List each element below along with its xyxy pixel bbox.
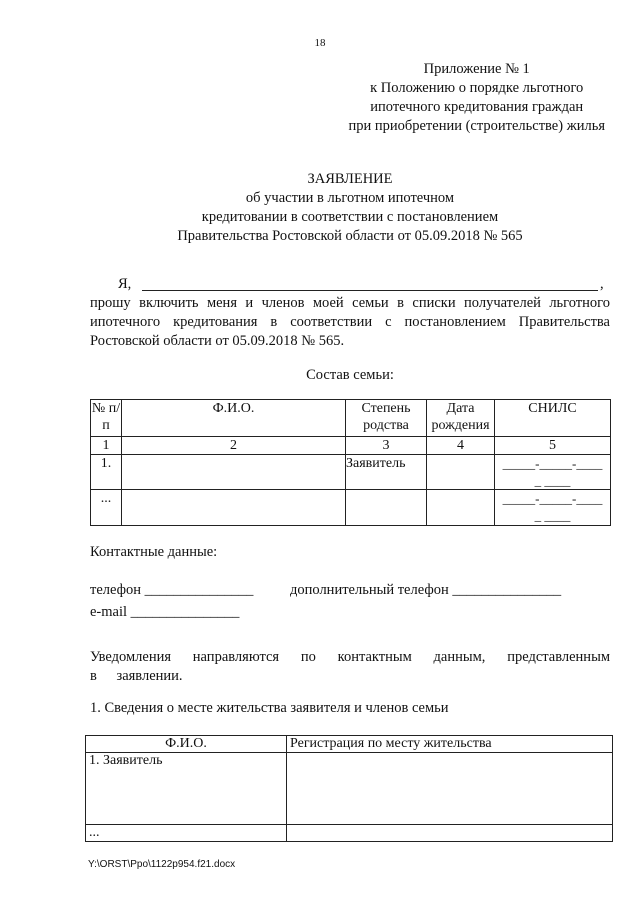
appendix-line-4: при приобретении (строительстве) жилья — [348, 118, 605, 134]
appendix-line-2: к Положению о порядке льготного — [370, 80, 584, 96]
heading-line-2: об участии в льготном ипотечном — [245, 190, 455, 206]
residence-heading: 1. Сведения о месте жительства заявителя и членов семьи — [90, 700, 449, 716]
header-birth: Дата рождения — [427, 400, 495, 437]
fio-cell[interactable] — [122, 490, 346, 526]
intro-text: прошу включить меня и членов моей семьи в списки получателей льготного ипотечного кредитования в соответствии с постановлением Правительства Ростовской области от 05.09.2018 № 565. — [90, 295, 610, 349]
row-num: ... — [91, 490, 122, 526]
phone-label: телефон — [90, 582, 142, 598]
residence-header-row — [86, 736, 613, 753]
residence-fio-cell: 1. Заявитель — [86, 753, 287, 825]
appendix-block — [348, 60, 605, 136]
intro-paragraph — [90, 275, 610, 351]
page-number: 18 — [314, 37, 326, 49]
email-field[interactable]: _______________ — [130, 604, 240, 620]
family-header-row — [91, 400, 611, 437]
family-table — [90, 399, 611, 526]
header-relation: Степень родства — [346, 400, 427, 437]
registration-cell[interactable] — [287, 753, 613, 825]
appendix-line-1: Приложение № 1 — [423, 61, 530, 77]
appendix-line-3: ипотечного кредитования граждан — [370, 99, 584, 115]
intro-suffix: , — [600, 276, 604, 292]
contacts-heading: Контактные данные: — [90, 544, 218, 560]
header-snils: СНИЛС — [495, 400, 611, 437]
table-row — [91, 490, 611, 526]
residence-fio-cell: ... — [86, 825, 287, 842]
table-row — [86, 753, 613, 825]
extra-phone-field[interactable]: _______________ — [452, 582, 562, 598]
applicant-name-line — [90, 275, 610, 294]
row-num: 1. — [91, 455, 122, 490]
family-caption: Состав семьи: — [306, 367, 394, 383]
header-fio: Ф.И.О. — [122, 400, 346, 437]
col-number: 3 — [346, 437, 427, 455]
col-number: 2 — [122, 437, 346, 455]
relation-cell[interactable]: Заявитель — [346, 455, 427, 490]
col-number: 5 — [495, 437, 611, 455]
snils-cell[interactable]: _____-_____-_____ ____ — [495, 455, 611, 490]
extra-phone-label: дополнительный телефон — [290, 582, 449, 598]
heading-line-3: кредитовании в соответствии с постановлением — [201, 209, 499, 225]
phone-field[interactable]: _______________ — [144, 582, 254, 598]
birth-cell[interactable] — [427, 490, 495, 526]
document-heading — [0, 170, 640, 246]
email-label: e-mail — [90, 604, 128, 620]
birth-cell[interactable] — [427, 455, 495, 490]
fio-cell[interactable] — [122, 455, 346, 490]
intro-prefix: Я, — [118, 276, 132, 292]
header-num: № п/п — [91, 400, 122, 437]
document-title: ЗАЯВЛЕНИЕ — [307, 171, 393, 187]
email-row — [90, 604, 239, 621]
footer-file-path: Y:\ORST\Ppo\1122p954.f21.docx — [88, 859, 236, 870]
phone-row — [90, 582, 253, 599]
notice-text: Уведомления направляются по контактным данным, представленным в заявлении. — [90, 649, 610, 684]
heading-line-4: Правительства Ростовской области от 05.09.2018 № 565 — [177, 228, 523, 244]
applicant-name-field[interactable] — [142, 290, 598, 291]
column-number-row — [91, 437, 611, 455]
header-fio: Ф.И.О. — [86, 736, 287, 753]
table-row — [91, 455, 611, 490]
residence-table — [85, 735, 613, 842]
header-registration: Регистрация по месту жительства — [287, 736, 613, 753]
col-number: 1 — [91, 437, 122, 455]
col-number: 4 — [427, 437, 495, 455]
snils-cell[interactable]: _____-_____-_____ ____ — [495, 490, 611, 526]
table-row — [86, 825, 613, 842]
relation-cell[interactable] — [346, 490, 427, 526]
extra-phone-row — [290, 582, 561, 599]
registration-cell[interactable] — [287, 825, 613, 842]
